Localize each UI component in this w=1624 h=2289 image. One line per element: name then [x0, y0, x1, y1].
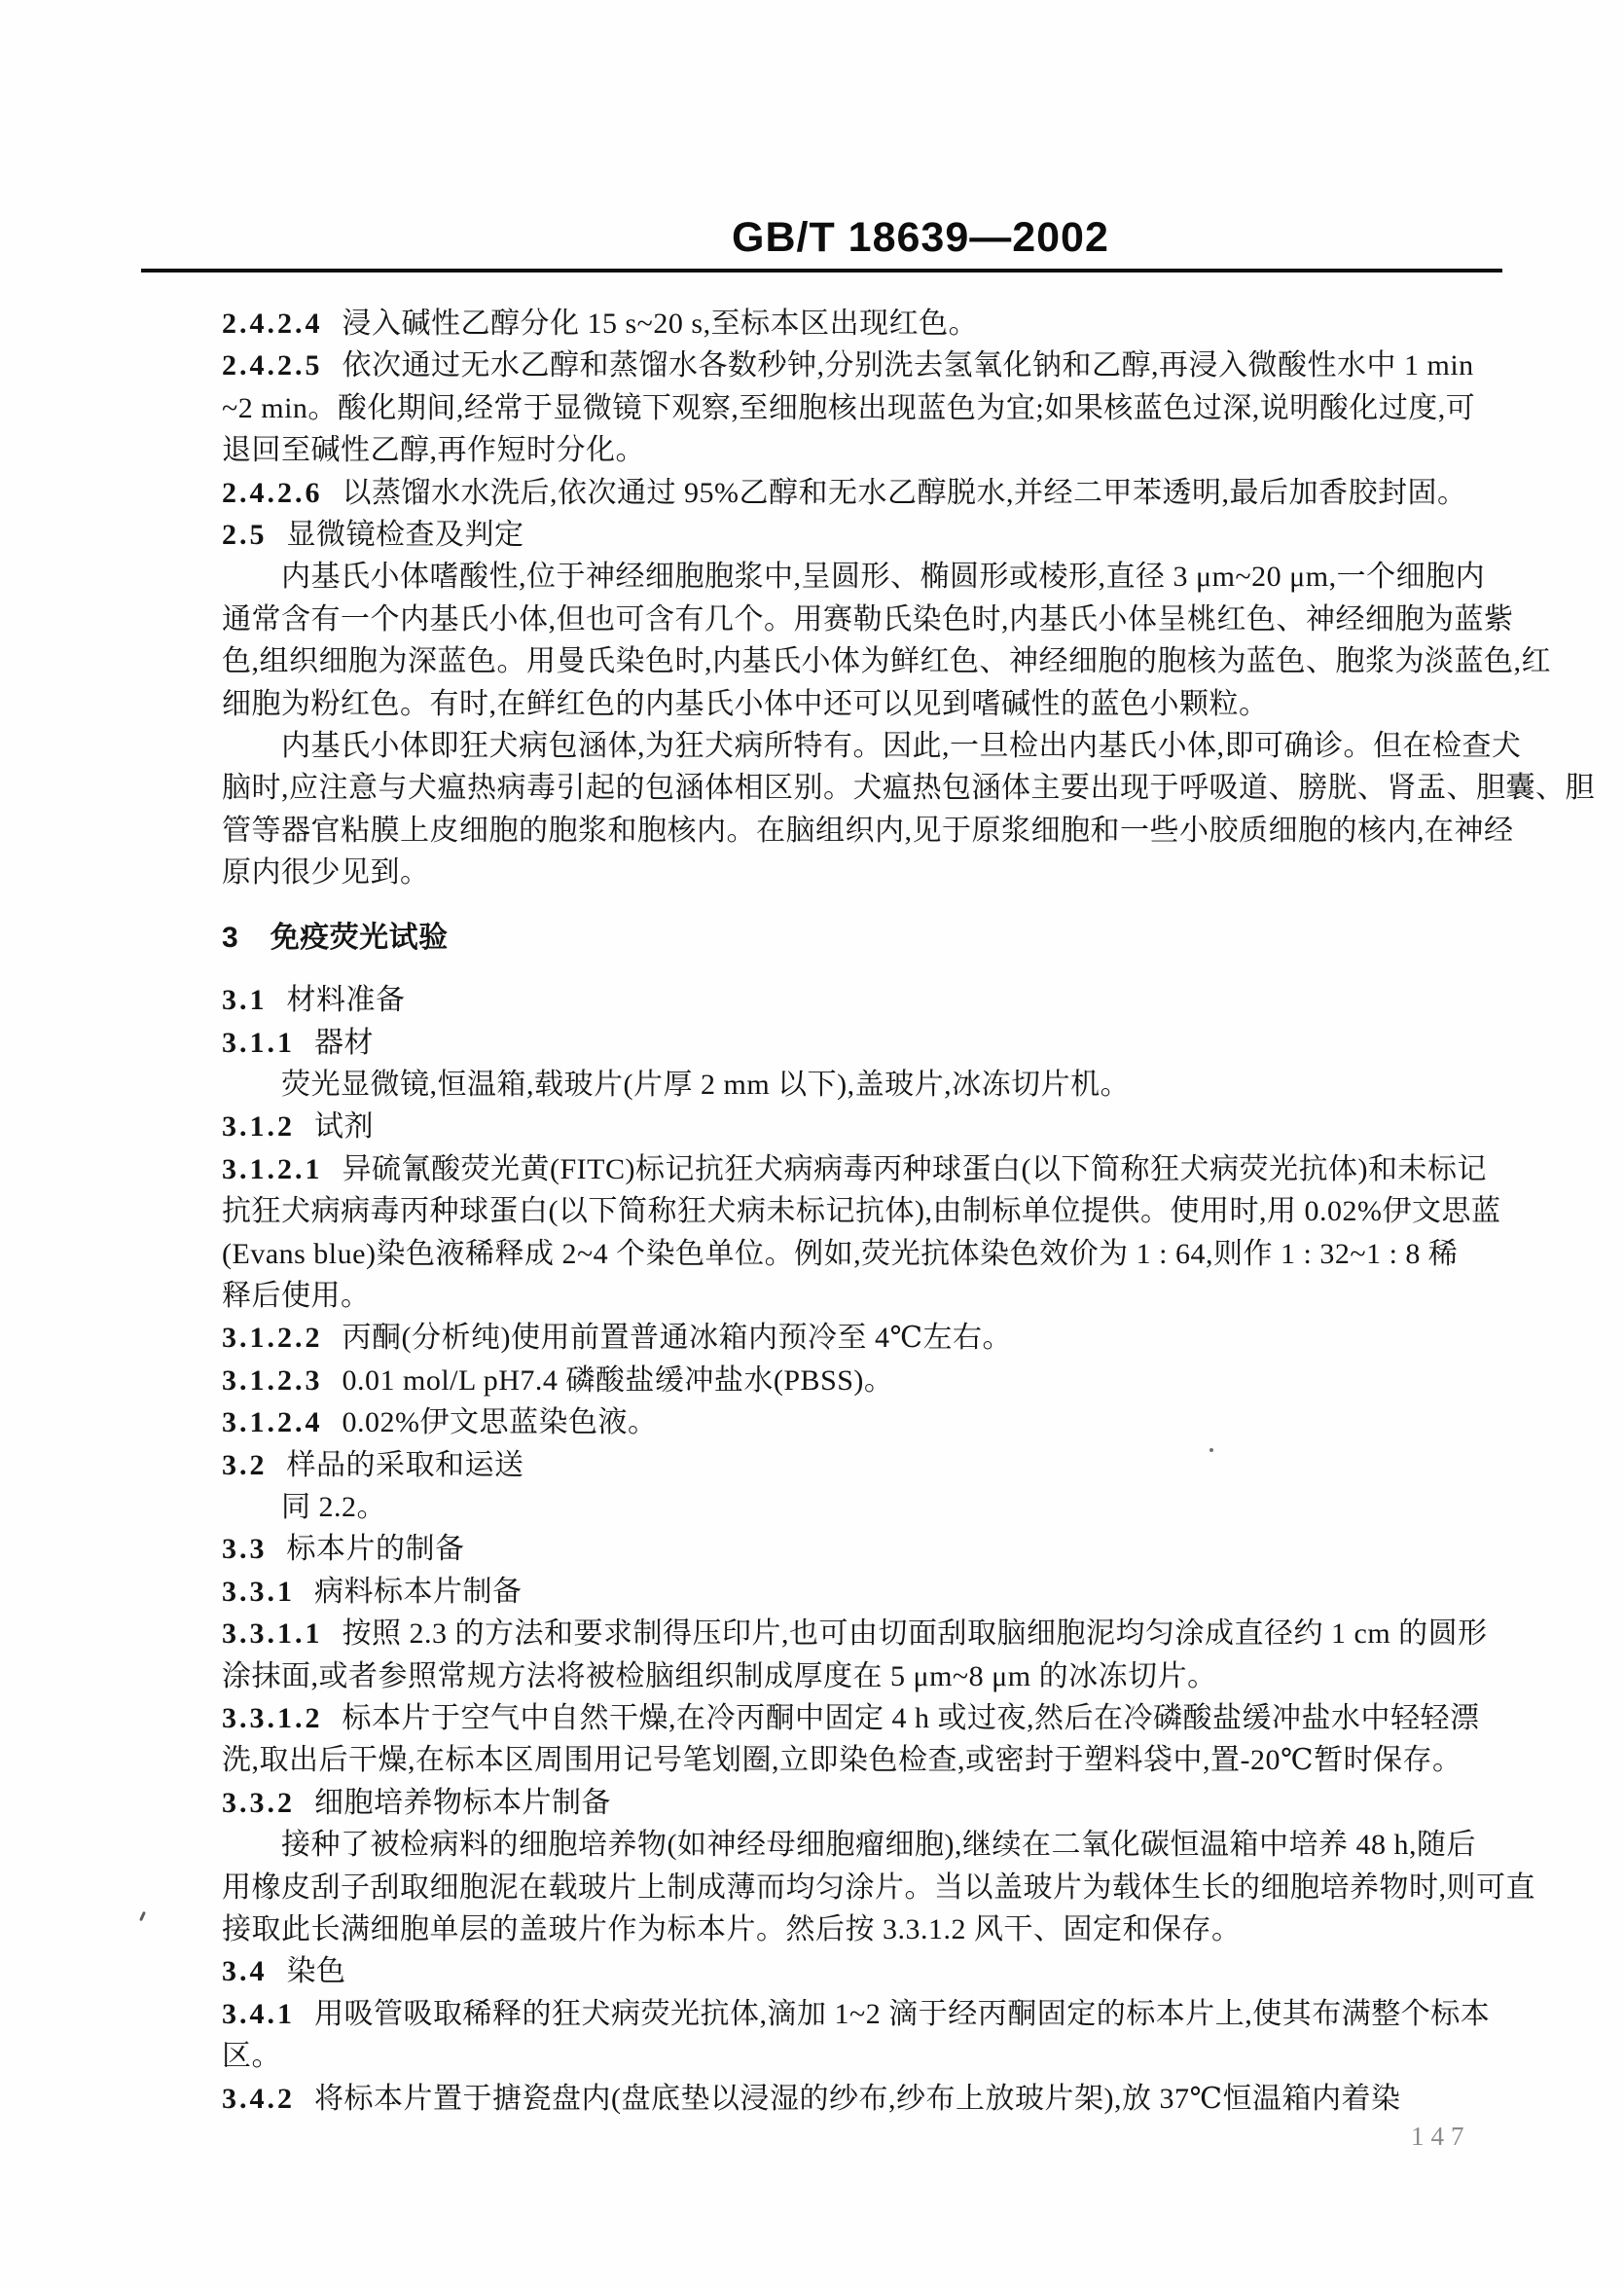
clause-number: 3 — [222, 921, 238, 954]
text-line — [222, 725, 1522, 767]
clause-number: 3.1.2.2 — [222, 1322, 323, 1355]
text-line — [222, 1275, 1497, 1317]
line-text: 试剂 — [314, 1110, 374, 1144]
line-text: 原内很少见到。 — [222, 856, 430, 890]
clause-number: 2.4.2.5 — [222, 349, 323, 382]
line-text: 通常含有一个内基氏小体,但也可含有几个。用赛勒氏染色时,内基氏小体呈桃红色、神经细胞为蓝紫 — [222, 602, 1514, 636]
clause-number: 3.1.2.1 — [222, 1152, 323, 1185]
text-line — [222, 1360, 1497, 1401]
scan-speck — [139, 1911, 146, 1921]
line-text: 病料标本片制备 — [314, 1575, 523, 1608]
text-line — [222, 1064, 1497, 1106]
line-text: 样品的采取和运送 — [286, 1448, 524, 1481]
line-text: ~2 min。酸化期间,经常于显微镜下观察,至细胞核出现蓝色为宜;如果核蓝色过深,说明酸化过度,可 — [222, 391, 1476, 424]
text-line — [222, 1950, 1497, 1992]
line-text: 以蒸馏水水洗后,依次通过 95%乙醇和无水乙醇脱水,并经二甲苯透明,最后加香胶封固。 — [342, 476, 1467, 509]
line-text: 接取此长满细胞单层的盖玻片作为标本片。然后按 3.3.1.2 风干、固定和保存。 — [222, 1913, 1242, 1946]
line-text: 依次通过无水乙醇和蒸馏水各数秒钟,分别洗去氢氧化钠和乙醇,再浸入微酸性水中 1 min — [342, 349, 1474, 382]
standard-code-header: GB/T 18639—2002 — [732, 214, 1109, 261]
line-text: 释后使用。 — [222, 1279, 371, 1312]
text-line — [222, 1697, 1497, 1739]
line-text: 细胞培养物标本片制备 — [314, 1786, 611, 1819]
clause-number: 3.1.2.3 — [222, 1363, 323, 1397]
text-line — [222, 472, 1497, 514]
text-line — [222, 1022, 1497, 1064]
text-line — [222, 1739, 1497, 1781]
text-line — [222, 599, 1514, 640]
text-line — [222, 683, 1497, 725]
clause-number: 2.5 — [222, 519, 268, 552]
header-rule — [141, 269, 1502, 272]
line-text: 标本片的制备 — [286, 1533, 465, 1566]
line-text: 退回至碱性乙醇,再作短时分化。 — [222, 434, 645, 467]
text-line — [222, 1190, 1501, 1232]
line-text: 内基氏小体嗜酸性,位于神经细胞胞浆中,呈圆形、椭圆形或棱形,直径 3 μm~20 μm,一个细胞内 — [281, 561, 1486, 594]
line-text: 器材 — [314, 1026, 374, 1059]
clause-number: 3.3.1.1 — [222, 1617, 323, 1651]
text-line — [222, 1613, 1497, 1654]
line-text: 染色 — [286, 1955, 346, 1988]
text-line — [222, 1571, 1497, 1613]
clause-number: 2.4.2.4 — [222, 308, 323, 340]
line-text: 异硫氰酸荧光黄(FITC)标记抗狂犬病病毒丙种球蛋白(以下简称狂犬病荧光抗体)和未标记 — [342, 1152, 1487, 1185]
text-line — [222, 1824, 1497, 1866]
line-text: 丙酮(分析纯)使用前置普通冰箱内预冷至 4℃左右。 — [342, 1322, 1013, 1355]
clause-number: 2.4.2.6 — [222, 476, 323, 509]
text-line — [222, 640, 1551, 682]
text-line — [222, 852, 1497, 893]
text-line — [222, 1317, 1497, 1359]
clause-number: 3.2 — [222, 1448, 268, 1481]
text-line — [222, 917, 1497, 959]
text-line — [222, 514, 1497, 556]
page-number: 147 — [1411, 2122, 1471, 2151]
line-text: 细胞为粉红色。有时,在鲜红色的内基氏小体中还可以见到嗜碱性的蓝色小颗粒。 — [222, 687, 1269, 720]
text-line — [222, 1106, 1497, 1147]
scan-speck — [1209, 1448, 1213, 1452]
text-line — [222, 1486, 1497, 1528]
line-text: 接种了被检病料的细胞培养物(如神经母细胞瘤细胞),继续在二氧化碳恒温箱中培养 48 h,随后 — [281, 1829, 1476, 1862]
line-text: 0.01 mol/L pH7.4 磷酸盐缓冲盐水(PBSS)。 — [342, 1363, 894, 1397]
text-line — [222, 2078, 1497, 2120]
line-text: 荧光显微镜,恒温箱,载玻片(片厚 2 mm 以下),盖玻片,冰冻切片机。 — [281, 1068, 1131, 1101]
line-text: 用橡皮刮子刮取细胞泥在载玻片上制成薄而均匀涂片。当以盖玻片为载体生长的细胞培养物时,则可直 — [222, 1871, 1535, 1904]
text-line — [222, 1655, 1497, 1697]
text-line — [222, 1444, 1497, 1486]
line-text: 内基氏小体即狂犬病包涵体,为狂犬病所特有。因此,一旦检出内基氏小体,即可确诊。但在检查犬 — [281, 730, 1522, 763]
line-text: 材料准备 — [286, 984, 406, 1017]
text-line — [222, 1782, 1497, 1824]
line-text: 免疫荧光试验 — [270, 921, 449, 954]
text-line — [222, 387, 1497, 429]
line-text: 色,组织细胞为深蓝色。用曼氏染色时,内基氏小体为鲜红色、神经细胞的胞核为蓝色、胞浆为淡蓝色,红 — [222, 645, 1551, 678]
text-line — [222, 303, 1497, 345]
text-line — [222, 1233, 1497, 1275]
text-line — [222, 1993, 1497, 2035]
text-line — [222, 345, 1497, 386]
line-text: (Evans blue)染色液稀释成 2~4 个染色单位。例如,荧光抗体染色效价为 1 : 64,则作 1 : 32~1 : 8 稀 — [222, 1237, 1459, 1270]
line-text: 按照 2.3 的方法和要求制得压印片,也可由切面刮取脑细胞泥均匀涂成直径约 1 cm 的圆形 — [342, 1617, 1488, 1651]
document-body — [222, 303, 1595, 2120]
clause-number: 3.3.2 — [222, 1786, 295, 1819]
line-text: 0.02%伊文思蓝染色液。 — [342, 1406, 658, 1439]
text-line — [222, 979, 1497, 1021]
line-text: 浸入碱性乙醇分化 15 s~20 s,至标本区出现红色。 — [342, 308, 979, 340]
text-line — [222, 1401, 1497, 1443]
line-text: 涂抹面,或者参照常规方法将被检脑组织制成厚度在 5 μm~8 μm 的冰冻切片。 — [222, 1659, 1217, 1692]
clause-number: 3.1.2.4 — [222, 1406, 323, 1439]
clause-number: 3.3.1.2 — [222, 1702, 323, 1734]
clause-number: 3.3 — [222, 1533, 268, 1566]
clause-number: 3.4.2 — [222, 2082, 295, 2115]
line-text: 同 2.2。 — [281, 1490, 386, 1523]
clause-number: 3.4.1 — [222, 1997, 295, 2030]
line-text: 脑时,应注意与犬瘟热病毒引起的包涵体相区别。犬瘟热包涵体主要出现于呼吸道、膀胱、肾盂、胆囊、胆 — [222, 772, 1595, 805]
text-line — [222, 429, 1497, 471]
text-line — [222, 2035, 1497, 2077]
line-text: 标本片于空气中自然干燥,在冷丙酮中固定 4 h 或过夜,然后在冷磷酸盐缓冲盐水中轻轻漂 — [342, 1702, 1480, 1734]
text-line — [222, 1908, 1497, 1950]
text-line — [222, 810, 1514, 852]
text-line — [222, 1528, 1497, 1570]
clause-number: 3.1.1 — [222, 1026, 295, 1059]
text-line — [222, 1867, 1535, 1908]
clause-number: 3.1 — [222, 984, 268, 1017]
clause-number: 3.1.2 — [222, 1110, 295, 1144]
line-text: 将标本片置于搪瓷盘内(盘底垫以浸湿的纱布,纱布上放玻片架),放 37℃恒温箱内着染 — [314, 2082, 1401, 2115]
clause-number: 3.3.1 — [222, 1575, 295, 1608]
line-text: 用吸管吸取稀释的狂犬病荧光抗体,滴加 1~2 滴于经丙酮固定的标本片上,使其布满整个标本 — [314, 1997, 1491, 2030]
line-text: 洗,取出后干燥,在标本区周围用记号笔划圈,立即染色检查,或密封于塑料袋中,置-20℃暂时保存。 — [222, 1744, 1462, 1777]
line-text: 抗狂犬病病毒丙种球蛋白(以下简称狂犬病未标记抗体),由制标单位提供。使用时,用 0.02%伊文思蓝 — [222, 1195, 1501, 1228]
text-line — [222, 767, 1595, 809]
clause-number: 3.4 — [222, 1955, 268, 1988]
line-text: 显微镜检查及判定 — [286, 519, 524, 552]
text-line — [222, 1148, 1497, 1190]
line-text: 管等器官粘膜上皮细胞的胞浆和胞核内。在脑组织内,见于原浆细胞和一些小胶质细胞的核内,在神经 — [222, 814, 1514, 847]
text-line — [222, 556, 1497, 598]
line-text: 区。 — [222, 2040, 281, 2073]
